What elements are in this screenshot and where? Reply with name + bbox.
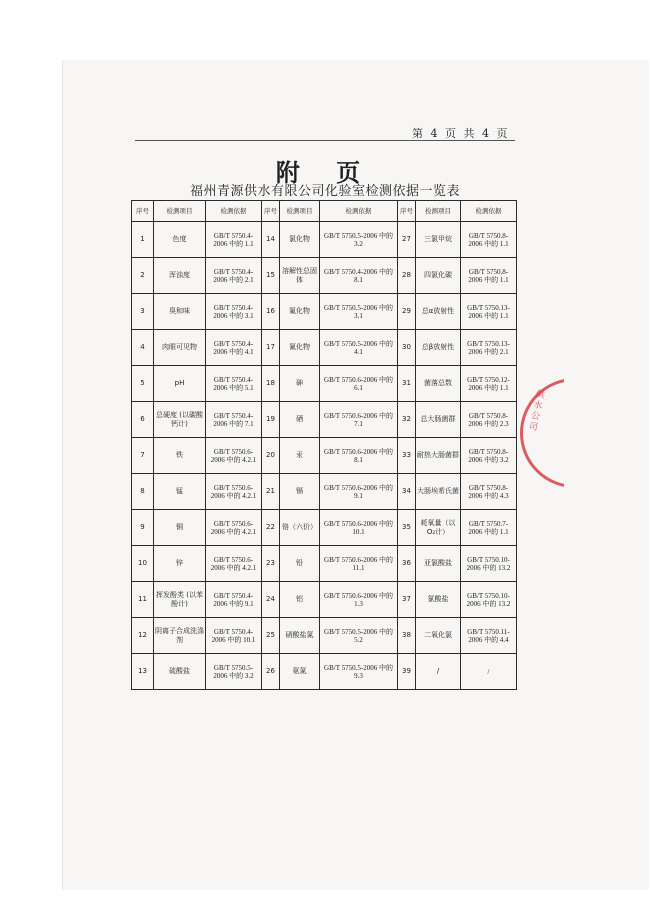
- basis-cell: GB/T 5750.4-2006 中的 7.1: [206, 402, 262, 438]
- item-cell: 二氧化氯: [416, 618, 461, 654]
- seq-cell: 35: [398, 510, 416, 546]
- item-cell: 氯化物: [280, 222, 320, 258]
- seq-cell: 15: [262, 258, 280, 294]
- table-row: [132, 474, 517, 510]
- seq-cell: 28: [398, 258, 416, 294]
- seq-cell: 8: [132, 474, 154, 510]
- basis-cell: GB/T 5750.5-2006 中的 3.1: [320, 294, 398, 330]
- basis-cell: GB/T 5750.6-2006 中的 10.1: [320, 510, 398, 546]
- basis-cell: GB/T 5750.5-2006 中的 3.2: [320, 222, 398, 258]
- basis-cell: GB/T 5750.13-2006 中的 2.1: [461, 330, 517, 366]
- seq-cell: 23: [262, 546, 280, 582]
- seq-cell: 25: [262, 618, 280, 654]
- table-header-row: [132, 201, 517, 222]
- basis-cell: GB/T 5750.6-2006 中的 11.1: [320, 546, 398, 582]
- basis-cell: GB/T 5750.6-2006 中的 1.3: [320, 582, 398, 618]
- table-row: [132, 546, 517, 582]
- table-row: [132, 654, 517, 690]
- table-row: [132, 582, 517, 618]
- seq-cell: 39: [398, 654, 416, 690]
- item-cell: 菌落总数: [416, 366, 461, 402]
- item-cell: 镉: [280, 474, 320, 510]
- item-cell: 汞: [280, 438, 320, 474]
- basis-cell: GB/T 5750.6-2006 中的 9.1: [320, 474, 398, 510]
- col-header-basis: 检测依据: [320, 201, 398, 222]
- seq-cell: 4: [132, 330, 154, 366]
- basis-cell: GB/T 5750.5-2006 中的 5.2: [320, 618, 398, 654]
- table-row: [132, 402, 517, 438]
- seq-cell: 1: [132, 222, 154, 258]
- item-cell: 耐热大肠菌群: [416, 438, 461, 474]
- seq-cell: 12: [132, 618, 154, 654]
- basis-cell: GB/T 5750.5-2006 中的 4.1: [320, 330, 398, 366]
- item-cell: 锌: [154, 546, 206, 582]
- basis-cell: GB/T 5750.4-2006 中的 3.1: [206, 294, 262, 330]
- basis-cell: GB/T 5750.4-2006 中的 8.1: [320, 258, 398, 294]
- basis-cell: GB/T 5750.8-2006 中的 3.2: [461, 438, 517, 474]
- seq-cell: 6: [132, 402, 154, 438]
- item-cell: 氟化物: [280, 294, 320, 330]
- basis-cell: GB/T 5750.4-2006 中的 1.1: [206, 222, 262, 258]
- seq-cell: 20: [262, 438, 280, 474]
- basis-cell: GB/T 5750.7-2006 中的 1.1: [461, 510, 517, 546]
- item-cell: 锰: [154, 474, 206, 510]
- table-row: [132, 330, 517, 366]
- table-row: [132, 366, 517, 402]
- item-cell: 氨氮: [280, 654, 320, 690]
- basis-cell: GB/T 5750.10-2006 中的 13.2: [461, 546, 517, 582]
- page-title: 附 页: [275, 158, 375, 187]
- table-row: [132, 222, 517, 258]
- col-header-seq: 序号: [398, 201, 416, 222]
- basis-cell: GB/T 5750.11-2006 中的 4.4: [461, 618, 517, 654]
- seq-cell: 10: [132, 546, 154, 582]
- item-cell: 溶解性总固体: [280, 258, 320, 294]
- col-header-basis: 检测依据: [461, 201, 517, 222]
- item-cell: 挥发酚类 (以苯酚计): [154, 582, 206, 618]
- seq-cell: 17: [262, 330, 280, 366]
- seal-text: 供水公司: [527, 389, 546, 434]
- col-header-item: 检测项目: [154, 201, 206, 222]
- basis-cell: GB/T 5750.4-2006 中的 9.1: [206, 582, 262, 618]
- item-cell: 硒: [280, 402, 320, 438]
- table-row: [132, 510, 517, 546]
- seq-cell: 37: [398, 582, 416, 618]
- basis-cell: GB/T 5750.6-2006 中的 8.1: [320, 438, 398, 474]
- item-cell: 耗氧量（以O₂计）: [416, 510, 461, 546]
- basis-cell: GB/T 5750.8-2006 中的 1.1: [461, 222, 517, 258]
- item-cell: 铅: [280, 546, 320, 582]
- basis-cell: GB/T 5750.6-2006 中的 6.1: [320, 366, 398, 402]
- item-cell: 铬（六价）: [280, 510, 320, 546]
- seq-cell: 18: [262, 366, 280, 402]
- basis-cell: GB/T 5750.5-2006 中的 3.2: [206, 654, 262, 690]
- seq-cell: 30: [398, 330, 416, 366]
- item-cell: pH: [154, 366, 206, 402]
- item-cell: 硫酸盐: [154, 654, 206, 690]
- seq-cell: 38: [398, 618, 416, 654]
- seq-cell: 26: [262, 654, 280, 690]
- company-seal: [520, 378, 564, 493]
- item-cell: 总大肠菌群: [416, 402, 461, 438]
- col-header-item: 检测项目: [280, 201, 320, 222]
- item-cell: 大肠埃希氏菌: [416, 474, 461, 510]
- item-cell: 氰化物: [280, 330, 320, 366]
- item-cell: 砷: [280, 366, 320, 402]
- item-cell: 硝酸盐氮: [280, 618, 320, 654]
- seq-cell: 27: [398, 222, 416, 258]
- col-header-seq: 序号: [132, 201, 154, 222]
- item-cell: 铝: [280, 582, 320, 618]
- seq-cell: 34: [398, 474, 416, 510]
- table-caption: 福州青源供水有限公司化验室检测依据一览表: [189, 184, 460, 199]
- item-cell: 三氯甲烷: [416, 222, 461, 258]
- basis-cell: GB/T 5750.8-2006 中的 1.1: [461, 258, 517, 294]
- seq-cell: 31: [398, 366, 416, 402]
- table-row: [132, 438, 517, 474]
- item-cell: 总硬度 (以碳酸钙计): [154, 402, 206, 438]
- seq-cell: 16: [262, 294, 280, 330]
- seq-cell: 33: [398, 438, 416, 474]
- item-cell: 氯酸盐: [416, 582, 461, 618]
- item-cell: 总α放射性: [416, 294, 461, 330]
- basis-cell: GB/T 5750.5-2006 中的 9.3: [320, 654, 398, 690]
- basis-cell: GB/T 5750.6-2006 中的 7.1: [320, 402, 398, 438]
- inspection-basis-table: [131, 200, 517, 690]
- seq-cell: 11: [132, 582, 154, 618]
- header-divider: [135, 140, 515, 141]
- seq-cell: 3: [132, 294, 154, 330]
- item-cell: 肉眼可见物: [154, 330, 206, 366]
- table-row: [132, 258, 517, 294]
- item-cell: 四氯化碳: [416, 258, 461, 294]
- item-cell: 铜: [154, 510, 206, 546]
- basis-cell: GB/T 5750.6-2006 中的 4.2.1: [206, 510, 262, 546]
- item-cell: 铁: [154, 438, 206, 474]
- basis-cell: GB/T 5750.6-2006 中的 4.2.1: [206, 546, 262, 582]
- basis-cell: GB/T 5750.8-2006 中的 2.3: [461, 402, 517, 438]
- seq-cell: 21: [262, 474, 280, 510]
- seq-cell: 7: [132, 438, 154, 474]
- seq-cell: 9: [132, 510, 154, 546]
- item-cell: 亚氯酸盐: [416, 546, 461, 582]
- basis-cell: /: [461, 654, 517, 690]
- basis-cell: GB/T 5750.6-2006 中的 4.2.1: [206, 474, 262, 510]
- seq-cell: 32: [398, 402, 416, 438]
- col-header-seq: 序号: [262, 201, 280, 222]
- item-cell: 总β放射性: [416, 330, 461, 366]
- basis-cell: GB/T 5750.10-2006 中的 13.2: [461, 582, 517, 618]
- seq-cell: 5: [132, 366, 154, 402]
- item-cell: /: [416, 654, 461, 690]
- seq-cell: 22: [262, 510, 280, 546]
- seq-cell: 13: [132, 654, 154, 690]
- col-header-basis: 检测依据: [206, 201, 262, 222]
- basis-cell: GB/T 5750.4-2006 中的 2.1: [206, 258, 262, 294]
- seq-cell: 19: [262, 402, 280, 438]
- basis-cell: GB/T 5750.13-2006 中的 1.1: [461, 294, 517, 330]
- basis-cell: GB/T 5750.12-2006 中的 1.1: [461, 366, 517, 402]
- seq-cell: 29: [398, 294, 416, 330]
- seq-cell: 36: [398, 546, 416, 582]
- col-header-item: 检测项目: [416, 201, 461, 222]
- table-row: [132, 618, 517, 654]
- basis-cell: GB/T 5750.6-2006 中的 4.2.1: [206, 438, 262, 474]
- seq-cell: 24: [262, 582, 280, 618]
- seq-cell: 2: [132, 258, 154, 294]
- page-number: 第 4 页 共 4 页: [412, 127, 510, 140]
- item-cell: 浑浊度: [154, 258, 206, 294]
- basis-cell: GB/T 5750.4-2006 中的 10.1: [206, 618, 262, 654]
- item-cell: 臭和味: [154, 294, 206, 330]
- seq-cell: 14: [262, 222, 280, 258]
- basis-cell: GB/T 5750.4-2006 中的 4.1: [206, 330, 262, 366]
- basis-cell: GB/T 5750.4-2006 中的 5.1: [206, 366, 262, 402]
- basis-cell: GB/T 5750.8-2006 中的 4.3: [461, 474, 517, 510]
- table-row: [132, 294, 517, 330]
- item-cell: 阴离子合成洗涤剂: [154, 618, 206, 654]
- item-cell: 色度: [154, 222, 206, 258]
